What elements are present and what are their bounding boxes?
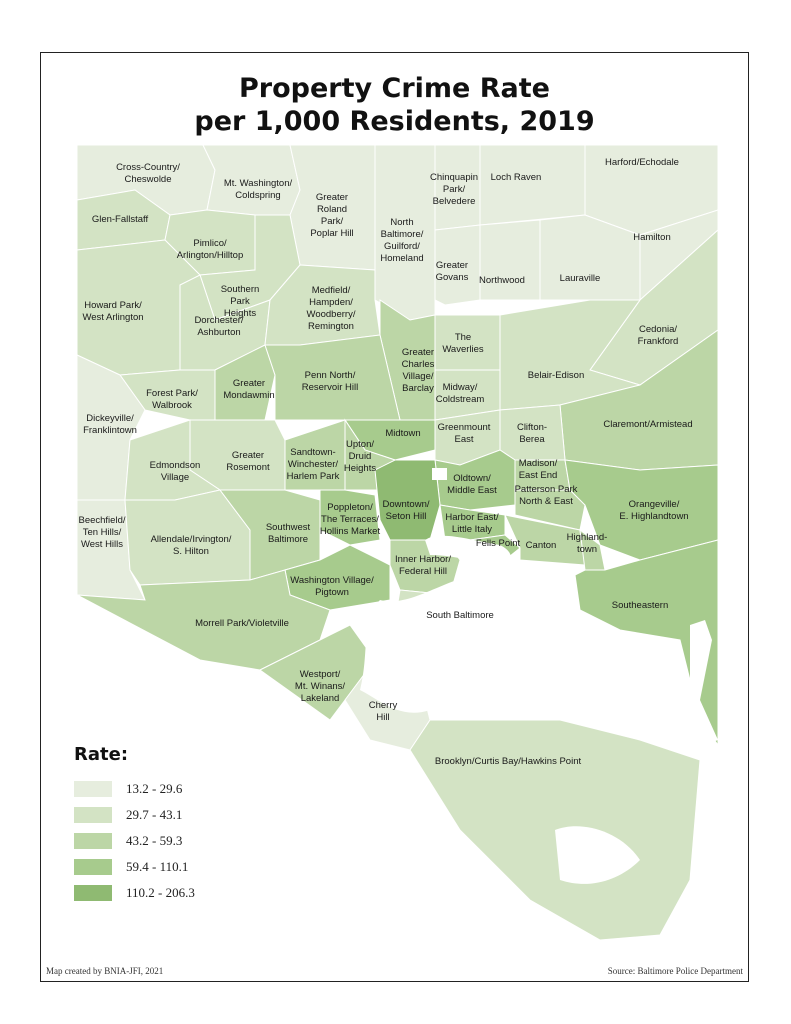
label-poppleton-the-terraces-hollins-market: Poppleton/ The Terraces/ Hollins Market <box>319 502 381 537</box>
label-brooklyn-curtis-bay-hawkins-point: Brooklyn/Curtis Bay/Hawkins Point <box>434 756 582 767</box>
label-downtown-seton-hill: Downtown/ Seton Hill <box>382 499 430 522</box>
label-north-baltimore-guilford-homeland: North Baltimore/ Guilford/ Homeland <box>380 217 424 264</box>
label-glen-fallstaff: Glen-Fallstaff <box>91 214 149 225</box>
label-southwest-baltimore: Southwest Baltimore <box>265 522 311 545</box>
label-pimlico-arlington-hilltop: Pimlico/ Arlington/Hilltop <box>176 238 244 261</box>
legend-swatch <box>74 833 112 849</box>
label-greater-charles-village-barclay: Greater Charles Village/ Barclay <box>401 347 435 394</box>
label-westport-mt-winans-lakeland: Westport/ Mt. Winans/ Lakeland <box>294 669 346 704</box>
label-midway-coldstream: Midway/ Coldstream <box>435 382 485 405</box>
label-edmondson-village: Edmondson Village <box>149 460 201 483</box>
legend-swatch <box>74 859 112 875</box>
map-credit: Map created by BNIA-JFI, 2021 <box>46 966 164 976</box>
label-highlandtown: Highland-town <box>566 532 608 555</box>
title-line-1: Property Crime Rate <box>239 73 550 104</box>
label-oldtown-middle-east: Oldtown/ Middle East <box>447 473 497 496</box>
label-hamilton: Hamilton <box>633 232 671 243</box>
label-harbor-east-little-italy: Harbor East/ Little Italy <box>445 512 499 535</box>
label-dickeyville-franklintown: Dickeyville/ Franklintown <box>83 413 137 436</box>
label-midtown: Midtown <box>385 428 421 439</box>
label-mt-washington-coldspring: Mt. Washington/ Coldspring <box>223 178 293 201</box>
legend-item <box>74 806 182 824</box>
label-south-baltimore: South Baltimore <box>426 610 494 621</box>
legend-item <box>74 780 182 798</box>
legend-label: 59.4 - 110.1 <box>126 859 189 874</box>
label-cross-country-cheswolde: Cross-Country/ Cheswolde <box>116 162 180 185</box>
label-allendale-irvington-s-hilton: Allendale/Irvington/ S. Hilton <box>150 534 232 557</box>
label-patterson-park-north-east: Patterson Park North & East <box>514 484 578 507</box>
label-lauraville: Lauraville <box>559 273 601 284</box>
label-inner-harbor-federal-hill: Inner Harbor/ Federal Hill <box>395 554 451 577</box>
label-greater-roland-park-poplar-hill: Greater Roland Park/ Poplar Hill <box>310 192 354 239</box>
label-forest-park-walbrook: Forest Park/ Walbrook <box>146 388 198 411</box>
region-loch-raven <box>480 145 585 225</box>
label-chinquapin-park-belvedere: Chinquapin Park/ Belvedere <box>429 172 479 207</box>
legend-item <box>74 832 182 850</box>
legend-swatch <box>74 885 112 901</box>
label-morrell-park-violetville: Morrell Park/Violetville <box>195 618 289 629</box>
label-madison-east-end: Madison/ East End <box>518 458 558 481</box>
label-penn-north-reservoir-hill: Penn North/ Reservoir Hill <box>301 370 359 393</box>
label-greater-govans: Greater Govans <box>435 260 469 283</box>
region-northwood <box>480 220 540 300</box>
legend-label: 13.2 - 29.6 <box>126 781 183 796</box>
label-northwood: Northwood <box>479 275 525 286</box>
legend-item <box>74 884 195 902</box>
label-greater-rosemont: Greater Rosemont <box>226 450 270 473</box>
label-clifton-berea: Clifton-Berea <box>516 422 548 445</box>
legend-item <box>74 858 188 876</box>
label-beechfield-ten-hills-west-hills: Beechfield/ Ten Hills/ West Hills <box>78 515 126 550</box>
title-line-2: per 1,000 Residents, 2019 <box>194 106 595 137</box>
label-howard-park-west-arlington: Howard Park/ West Arlington <box>82 300 144 323</box>
label-washington-village-pigtown: Washington Village/ Pigtown <box>290 575 374 598</box>
legend-swatch <box>74 807 112 823</box>
label-southeastern: Southeastern <box>611 600 669 611</box>
label-loch-raven: Loch Raven <box>490 172 542 183</box>
legend-swatch <box>74 781 112 797</box>
legend-title: Rate: <box>74 744 129 765</box>
legend-label: 110.2 - 206.3 <box>126 885 195 900</box>
label-the-waverlies: The Waverlies <box>442 332 484 355</box>
label-harford-echodale: Harford/Echodale <box>605 157 679 168</box>
label-fells-point: Fells Point <box>475 538 521 549</box>
label-southern-park-heights: Southern Park Heights <box>220 284 260 319</box>
legend-label: 29.7 - 43.1 <box>126 807 183 822</box>
label-canton: Canton <box>525 540 557 551</box>
label-dorchester-ashburton: Dorchester/ Ashburton <box>194 315 244 338</box>
data-source: Source: Baltimore Police Department <box>607 966 743 976</box>
water-body-5 <box>432 468 447 480</box>
label-cedonia-frankford: Cedonia/ Frankford <box>637 324 679 347</box>
label-medfield-hampden-woodberry-remington: Medfield/ Hampden/ Woodberry/ Remington <box>306 285 356 332</box>
legend-label: 43.2 - 59.3 <box>126 833 183 848</box>
label-belair-edison: Belair-Edison <box>527 370 585 381</box>
label-claremont-armistead: Claremont/Armistead <box>603 419 693 430</box>
label-orangeville-e-highlandtown: Orangeville/ E. Highlandtown <box>619 499 689 522</box>
label-cherry-hill: Cherry Hill <box>368 700 398 723</box>
label-upton-druid-heights: Upton/ Druid Heights <box>343 439 377 474</box>
label-greenmount-east: Greenmount East <box>437 422 491 445</box>
label-sandtown-winchester-harlem-park: Sandtown-Winchester/ Harlem Park <box>286 447 340 482</box>
label-greater-mondawmin: Greater Mondawmin <box>223 378 275 401</box>
